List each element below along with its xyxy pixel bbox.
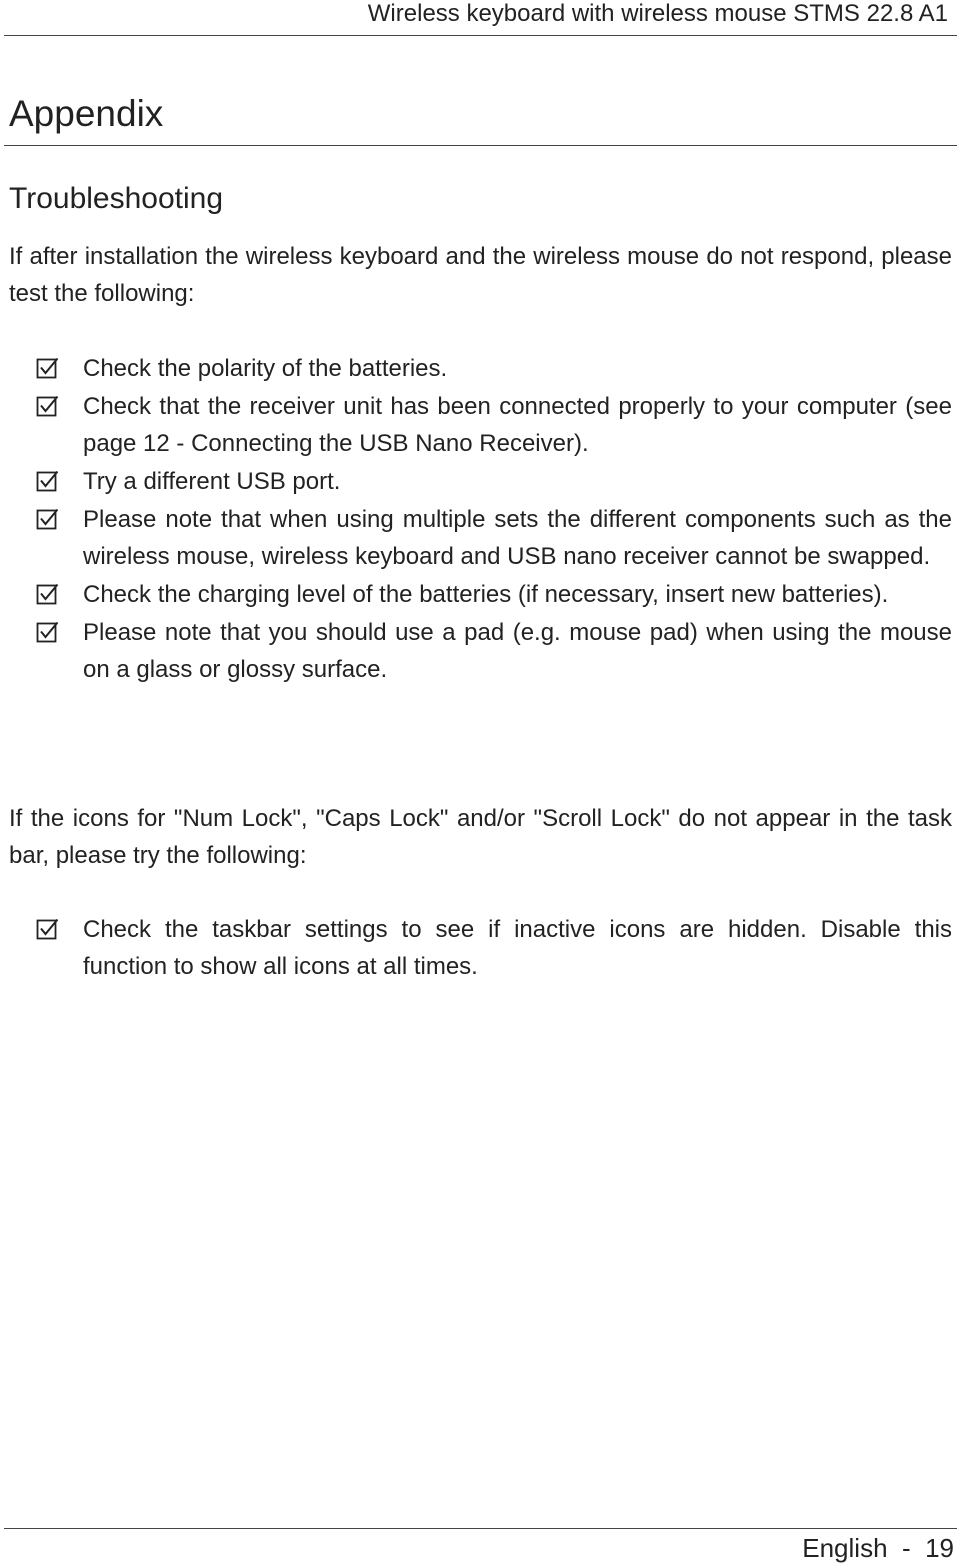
check-item	[0, 614, 952, 688]
check-item	[0, 388, 952, 462]
troubleshooting-checklist	[0, 350, 960, 689]
check-item-text: Check the taskbar settings to see if inactive icons are hidden. Disable this function to show all icons at all times.	[83, 916, 952, 980]
running-header-title: Wireless keyboard with wireless mouse STMS 22.8 A1	[367, 0, 948, 27]
checked-box-icon	[36, 395, 60, 419]
appendix-divider	[4, 145, 957, 146]
footer-page-label: English - 19	[802, 1533, 954, 1563]
appendix-title: Appendix	[9, 93, 164, 134]
lock-icons-checklist	[0, 911, 960, 986]
check-item	[0, 911, 952, 985]
checked-box-icon	[36, 508, 60, 532]
header-divider	[4, 35, 957, 36]
check-item-text: Please note that you should use a pad (e.g. mouse pad) when using the mouse on a glass or glossy surface.	[83, 619, 952, 683]
check-item-text: Please note that when using multiple sets the different components such as the wireless mouse, wireless keyboard and USB nano receiver cannot be swapped.	[83, 506, 952, 570]
checked-box-icon	[36, 357, 60, 381]
footer-divider	[4, 1528, 957, 1529]
lock-icons-intro: If the icons for "Num Lock", "Caps Lock" and/or "Scroll Lock" do not appear in the task bar, please try the following:	[9, 805, 952, 869]
check-item	[0, 463, 952, 500]
checked-box-icon	[36, 621, 60, 645]
check-item-text: Check that the receiver unit has been connected properly to your computer (see page 12 - Connecting the USB Nano Receiver).	[83, 393, 952, 457]
check-item	[0, 350, 952, 387]
checked-box-icon	[36, 470, 60, 494]
check-item-text: Try a different USB port.	[83, 468, 341, 495]
check-item	[0, 501, 952, 575]
checked-box-icon	[36, 918, 60, 942]
checked-box-icon	[36, 583, 60, 607]
troubleshooting-title: Troubleshooting	[9, 182, 224, 215]
check-item-text: Check the charging level of the batteries (if necessary, insert new batteries).	[83, 581, 889, 608]
troubleshooting-intro: If after installation the wireless keyboard and the wireless mouse do not respond, please test the following:	[9, 243, 952, 307]
check-item-text: Check the polarity of the batteries.	[83, 355, 448, 382]
check-item	[0, 576, 952, 613]
